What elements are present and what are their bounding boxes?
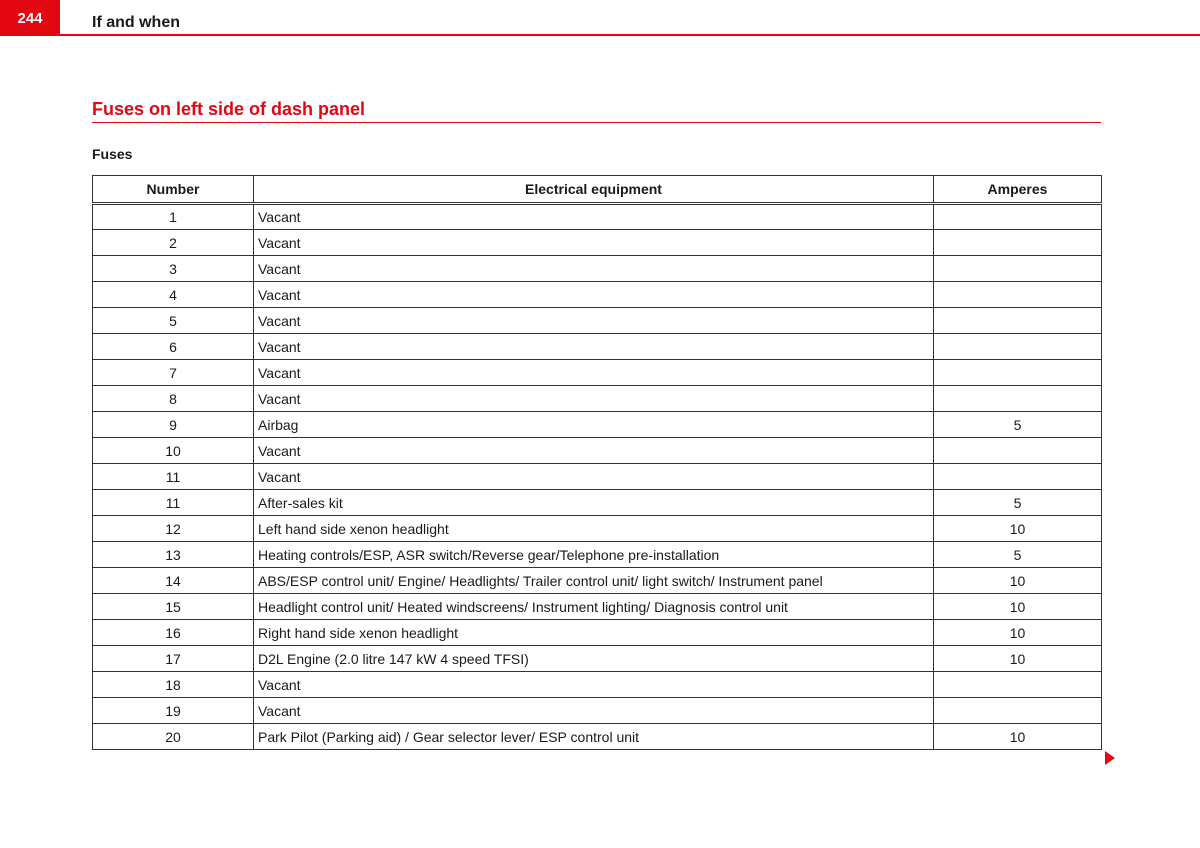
table-row [93,542,1102,568]
equipment-cell: Park Pilot (Parking aid) / Gear selector lever/ ESP control unit [254,724,934,750]
amperes-cell [934,230,1102,256]
amperes-cell: 5 [934,542,1102,568]
equipment-cell: Vacant [254,386,934,412]
header-divider [60,34,1200,36]
equipment-cell: Vacant [254,360,934,386]
table-row [93,698,1102,724]
amperes-cell [934,386,1102,412]
fuse-number-cell: 20 [93,724,254,750]
equipment-cell: Vacant [254,672,934,698]
amperes-cell [934,438,1102,464]
fuse-number-cell: 5 [93,308,254,334]
equipment-cell: Vacant [254,230,934,256]
fuse-number-cell: 12 [93,516,254,542]
fuse-number-cell: 13 [93,542,254,568]
amperes-cell: 10 [934,568,1102,594]
amperes-cell: 5 [934,412,1102,438]
fuse-number-cell: 18 [93,672,254,698]
fuse-number-cell: 2 [93,230,254,256]
fuse-number-cell: 4 [93,282,254,308]
amperes-cell [934,204,1102,230]
continue-arrow-icon [1105,751,1115,765]
equipment-cell: Airbag [254,412,934,438]
table-row [93,386,1102,412]
equipment-cell: Vacant [254,308,934,334]
fuse-number-cell: 19 [93,698,254,724]
column-header-equipment: Electrical equipment [254,176,934,204]
table-row [93,620,1102,646]
fuse-number-cell: 8 [93,386,254,412]
equipment-cell: Vacant [254,256,934,282]
table-row [93,204,1102,230]
amperes-cell: 10 [934,594,1102,620]
fuse-number-cell: 11 [93,464,254,490]
equipment-cell: Vacant [254,698,934,724]
fuse-number-cell: 9 [93,412,254,438]
table-row [93,282,1102,308]
amperes-cell [934,698,1102,724]
table-row [93,230,1102,256]
section-divider [92,122,1101,123]
fuse-number-cell: 3 [93,256,254,282]
equipment-cell: ABS/ESP control unit/ Engine/ Headlights/ Trailer control unit/ light switch/ Instrument panel [254,568,934,594]
amperes-cell: 10 [934,516,1102,542]
equipment-cell: Vacant [254,464,934,490]
amperes-cell [934,256,1102,282]
table-row [93,490,1102,516]
fuse-number-cell: 7 [93,360,254,386]
fuse-number-cell: 1 [93,204,254,230]
amperes-cell [934,334,1102,360]
equipment-cell: Vacant [254,334,934,360]
table-row [93,412,1102,438]
table-row [93,646,1102,672]
equipment-cell: After-sales kit [254,490,934,516]
amperes-cell [934,282,1102,308]
column-header-number: Number [93,176,254,204]
amperes-cell [934,672,1102,698]
amperes-cell: 10 [934,724,1102,750]
table-row [93,516,1102,542]
page-number: 244 [0,0,60,36]
fuse-number-cell: 6 [93,334,254,360]
equipment-cell: Left hand side xenon headlight [254,516,934,542]
table-row [93,568,1102,594]
fuse-number-cell: 17 [93,646,254,672]
equipment-cell: Vacant [254,438,934,464]
table-row [93,360,1102,386]
table-caption: Fuses [92,146,133,162]
fuse-number-cell: 11 [93,490,254,516]
table-row [93,724,1102,750]
amperes-cell: 10 [934,620,1102,646]
equipment-cell: Headlight control unit/ Heated windscreens/ Instrument lighting/ Diagnosis control unit [254,594,934,620]
fuse-number-cell: 16 [93,620,254,646]
amperes-cell: 10 [934,646,1102,672]
equipment-cell: Right hand side xenon headlight [254,620,934,646]
fuse-number-cell: 10 [93,438,254,464]
equipment-cell: Vacant [254,282,934,308]
table-header-row [93,176,1102,204]
table-row [93,438,1102,464]
table-row [93,594,1102,620]
amperes-cell [934,464,1102,490]
equipment-cell: D2L Engine (2.0 litre 147 kW 4 speed TFSI) [254,646,934,672]
amperes-cell [934,308,1102,334]
chapter-title: If and when [92,14,180,31]
table-row [93,334,1102,360]
equipment-cell: Vacant [254,204,934,230]
table-row [93,464,1102,490]
equipment-cell: Heating controls/ESP, ASR switch/Reverse gear/Telephone pre-installation [254,542,934,568]
table-row [93,256,1102,282]
table-row [93,308,1102,334]
table-row [93,672,1102,698]
section-title: Fuses on left side of dash panel [92,99,366,119]
column-header-amperes: Amperes [934,176,1102,204]
fuses-table [92,175,1102,750]
amperes-cell [934,360,1102,386]
amperes-cell: 5 [934,490,1102,516]
fuse-number-cell: 14 [93,568,254,594]
fuse-number-cell: 15 [93,594,254,620]
